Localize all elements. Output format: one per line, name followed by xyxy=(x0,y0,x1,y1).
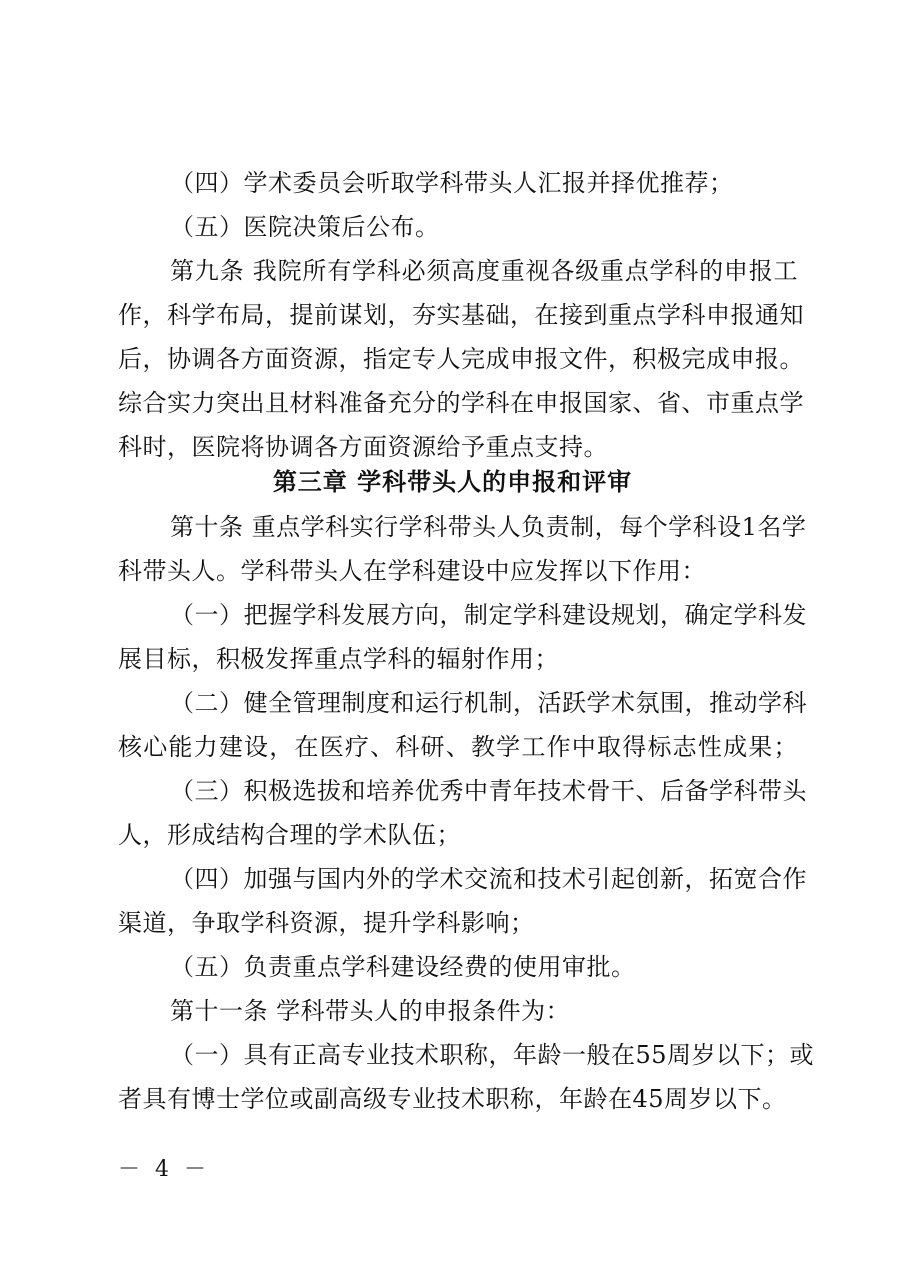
text-line: 后，协调各方面资源，指定专人完成申报文件，积极完成申报。 xyxy=(118,345,804,373)
text-line: 渠道，争取学科资源，提升学科影响； xyxy=(118,909,535,937)
article-11-line: 第十一条 学科带头人的申报条件为： xyxy=(170,997,571,1025)
text-line: （三）积极选拔和培养优秀中青年技术骨干、后备学科带头 xyxy=(170,777,807,805)
text-line: （四）学术委员会听取学科带头人汇报并择优推荐； xyxy=(170,169,734,197)
text-line: （五）医院决策后公布。 xyxy=(170,213,440,241)
text-line: （一）把握学科发展方向，制定学科建设规划，确定学科发 xyxy=(170,601,807,629)
article-10-line: 第十条 重点学科实行学科带头人负责制，每个学科设1名学 xyxy=(170,513,807,541)
text-line: 核心能力建设，在医疗、科研、教学工作中取得标志性成果； xyxy=(118,733,798,761)
text-line: （一）具有正高专业技术职称，年龄一般在55周岁以下；或 xyxy=(170,1041,815,1069)
text-line: 科带头人。学科带头人在学科建设中应发挥以下作用： xyxy=(118,557,706,585)
text-line: 作，科学布局，提前谋划，夯实基础，在接到重点学科申报通知 xyxy=(118,301,804,329)
text-line: （五）负责重点学科建设经费的使用审批。 xyxy=(170,953,636,981)
text-line: 综合实力突出且材料准备充分的学科在申报国家、省、市重点学 xyxy=(118,389,804,417)
text-line: 人，形成结构合理的学术队伍； xyxy=(118,821,461,849)
text-line: 展目标，积极发挥重点学科的辐射作用； xyxy=(118,645,559,673)
text-line: （四）加强与国内外的学术交流和技术引起创新，拓宽合作 xyxy=(170,865,807,893)
text-line: （二）健全管理制度和运行机制，活跃学术氛围，推动学科 xyxy=(170,689,807,717)
page-number: － 4 － xyxy=(118,1157,210,1182)
chapter-heading: 第三章 学科带头人的申报和评审 xyxy=(272,468,633,496)
article-9-line: 第九条 我院所有学科必须高度重视各级重点学科的申报工 xyxy=(170,257,798,285)
text-line: 者具有博士学位或副高级专业技术职称，年龄在45周岁以下。 xyxy=(118,1085,787,1113)
text-line: 科时，医院将协调各方面资源给予重点支持。 xyxy=(118,433,608,461)
